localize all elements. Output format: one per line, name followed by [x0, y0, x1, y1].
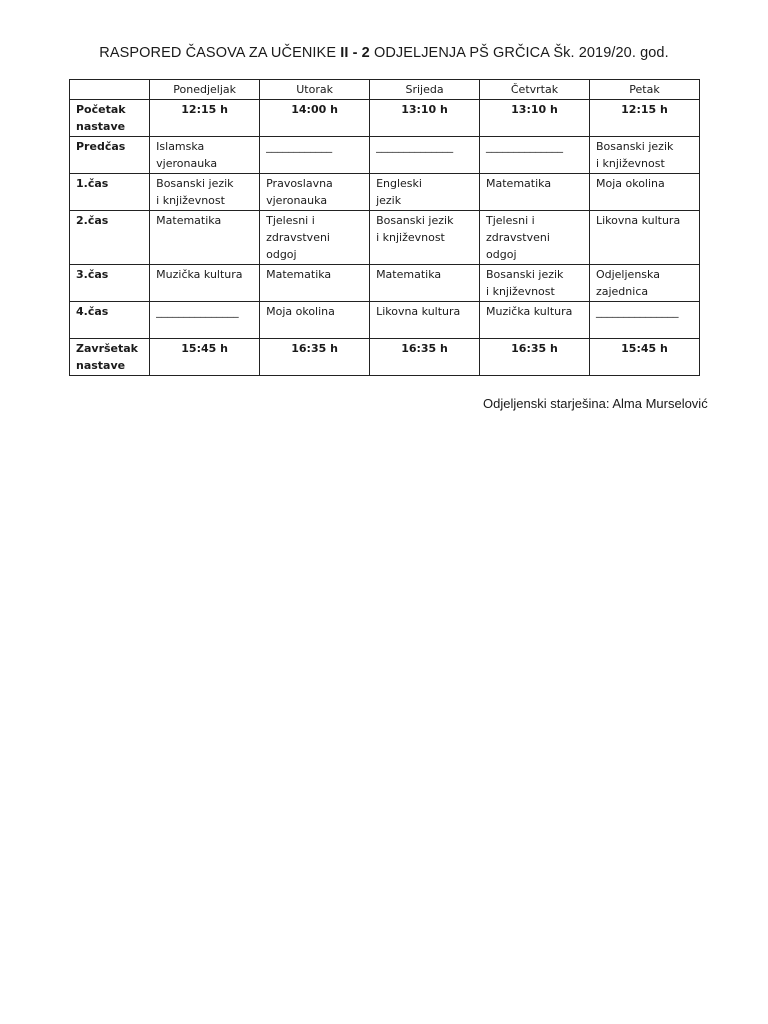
- row-label-predcas: Predčas: [70, 137, 150, 174]
- cell-cas1-friday: Moja okolina: [589, 174, 699, 211]
- cell-cas4-monday: _______________: [150, 302, 260, 339]
- row-label-cas-1: 1.čas: [70, 174, 150, 211]
- title-class-name: II - 2: [340, 45, 370, 61]
- cell-start-wednesday: 13:10 h: [370, 100, 480, 137]
- table-row-cas-2: [70, 211, 700, 265]
- cell-cas1-wednesday: Engleski jezik: [370, 174, 480, 211]
- row-label-cas-2: 2.čas: [70, 211, 150, 265]
- cell-cas3-thursday: Bosanski jezik i književnost: [480, 265, 590, 302]
- class-teacher-note: Odjeljenski starješina: Alma Murselović: [483, 396, 708, 411]
- cell-cas4-wednesday: Likovna kultura: [370, 302, 480, 339]
- day-header-monday: Ponedjeljak: [150, 80, 260, 100]
- cell-start-monday: 12:15 h: [150, 100, 260, 137]
- row-label-cas-4: 4.čas: [70, 302, 150, 339]
- cell-cas4-tuesday: Moja okolina: [260, 302, 370, 339]
- row-label-start: Početak nastave: [70, 100, 150, 137]
- cell-cas3-wednesday: Matematika: [370, 265, 480, 302]
- table-row-cas-1: [70, 174, 700, 211]
- cell-end-thursday: 16:35 h: [480, 339, 590, 376]
- cell-predcas-thursday: ______________: [480, 137, 590, 174]
- cell-cas2-wednesday: Bosanski jezik i književnost: [370, 211, 480, 265]
- day-header-thursday: Četvrtak: [480, 80, 590, 100]
- cell-cas1-tuesday: Pravoslavna vjeronauka: [260, 174, 370, 211]
- title-part-2: ODJELJENJA PŠ GRČICA Šk. 2019/20. god.: [369, 45, 669, 61]
- cell-predcas-tuesday: ____________: [260, 137, 370, 174]
- cell-end-tuesday: 16:35 h: [260, 339, 370, 376]
- cell-end-friday: 15:45 h: [589, 339, 699, 376]
- cell-cas2-monday: Matematika: [150, 211, 260, 265]
- cell-predcas-monday: Islamska vjeronauka: [150, 137, 260, 174]
- document-title: [0, 45, 768, 61]
- cell-start-thursday: 13:10 h: [480, 100, 590, 137]
- cell-cas4-friday: _______________: [589, 302, 699, 339]
- table-row-start-time: [70, 100, 700, 137]
- cell-predcas-wednesday: ______________: [370, 137, 480, 174]
- corner-cell: [70, 80, 150, 100]
- cell-start-friday: 12:15 h: [589, 100, 699, 137]
- day-header-friday: Petak: [589, 80, 699, 100]
- day-header-tuesday: Utorak: [260, 80, 370, 100]
- cell-end-monday: 15:45 h: [150, 339, 260, 376]
- table-row-cas-4: [70, 302, 700, 339]
- title-part-1: RASPORED ČASOVA ZA UČENIKE: [99, 45, 341, 61]
- cell-end-wednesday: 16:35 h: [370, 339, 480, 376]
- cell-cas2-thursday: Tjelesni i zdravstveni odgoj: [480, 211, 590, 265]
- cell-start-tuesday: 14:00 h: [260, 100, 370, 137]
- cell-cas3-tuesday: Matematika: [260, 265, 370, 302]
- schedule-table: [69, 79, 700, 376]
- table-header-row: [70, 80, 700, 100]
- day-header-wednesday: Srijeda: [370, 80, 480, 100]
- table-row-end-time: [70, 339, 700, 376]
- cell-cas3-monday: Muzička kultura: [150, 265, 260, 302]
- row-label-cas-3: 3.čas: [70, 265, 150, 302]
- cell-predcas-friday: Bosanski jezik i književnost: [589, 137, 699, 174]
- cell-cas1-thursday: Matematika: [480, 174, 590, 211]
- row-label-end: Završetak nastave: [70, 339, 150, 376]
- table-row-cas-3: [70, 265, 700, 302]
- cell-cas1-monday: Bosanski jezik i književnost: [150, 174, 260, 211]
- cell-cas2-tuesday: Tjelesni i zdravstveni odgoj: [260, 211, 370, 265]
- cell-cas3-friday: Odjeljenska zajednica: [589, 265, 699, 302]
- cell-cas2-friday: Likovna kultura: [589, 211, 699, 265]
- table-row-predcas: [70, 137, 700, 174]
- cell-cas4-thursday: Muzička kultura: [480, 302, 590, 339]
